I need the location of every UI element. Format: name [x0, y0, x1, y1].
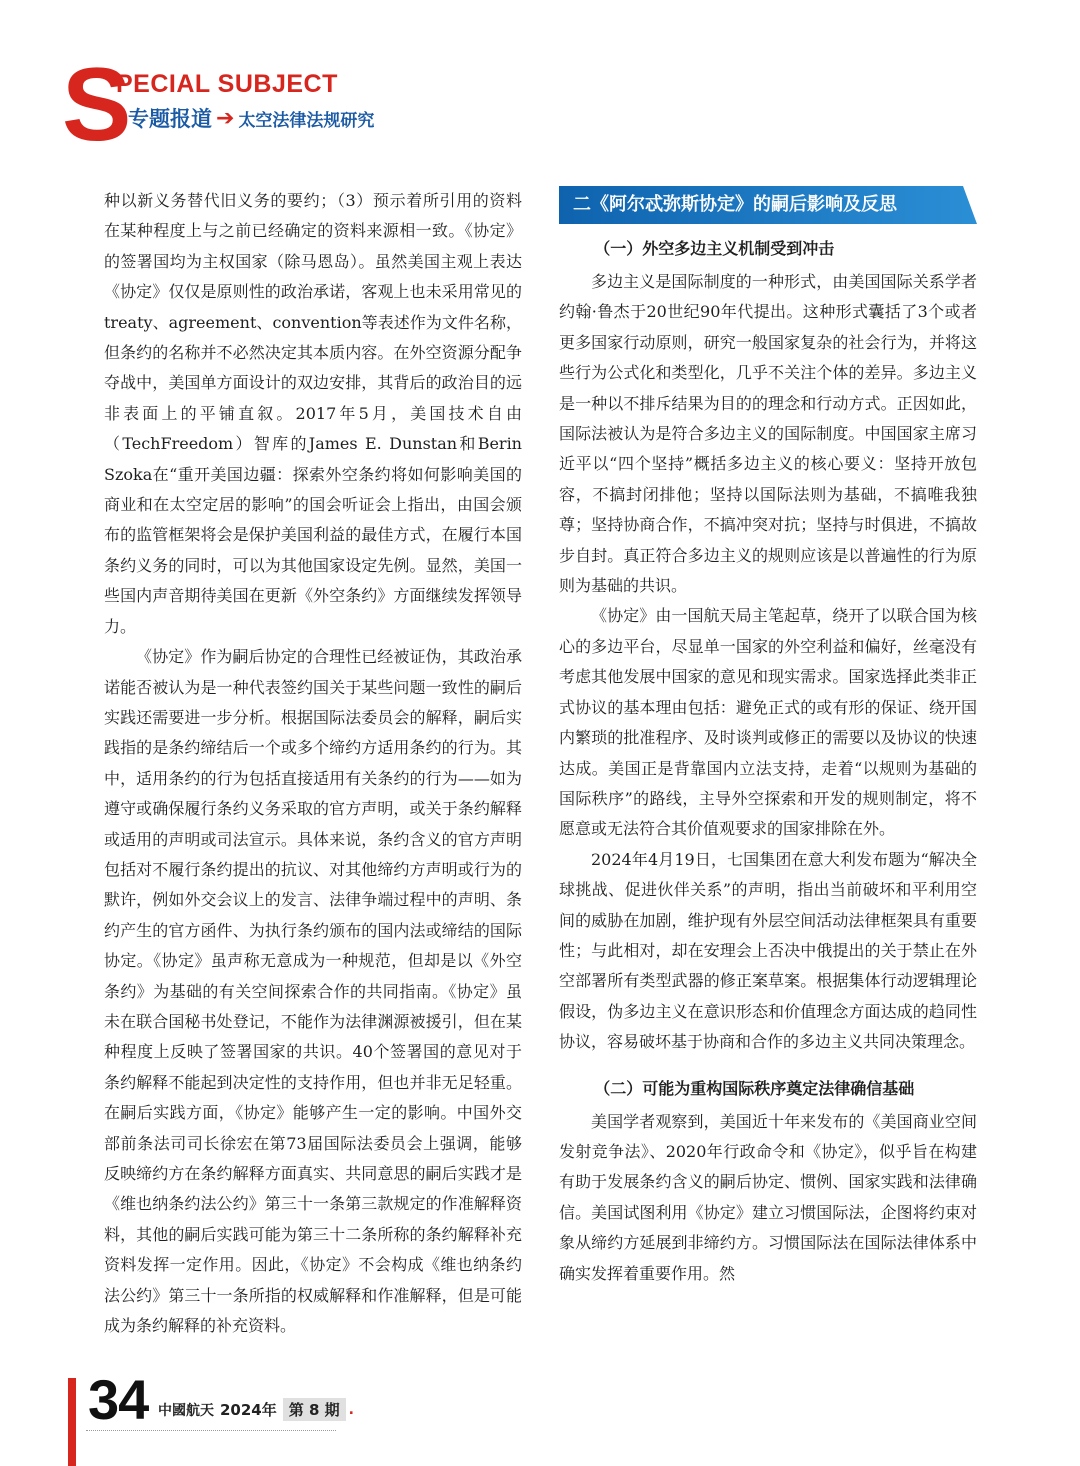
- paragraph: 《协定》由一国航天局主笔起草，绕开了以联合国为核心的多边平台，尽显单一国家的外空利益和偏好，丝毫没有考虑其他发展中国家的意见和现实需求。国家选择此类非正式协议的基本理由包括：避免正式的或有形的保证、绕开国内繁琐的批准程序、及时谈判或修正的需要以及协议的快速达成。美国正是背靠国内立法支持，走着“以规则为基础的国际秩序”的路线，主导外空探索和开发的规则制定，将不愿意或无法符合其价值观要求的国家排除在外。: [559, 606, 977, 839]
- footer-accent-bar: [68, 1378, 76, 1466]
- topic-label: 太空法律法规研究: [238, 110, 375, 131]
- section-breadcrumb: [128, 104, 374, 132]
- issue-year: 2024年: [220, 1401, 277, 1419]
- special-subject-title: PECIAL SUBJECT: [116, 70, 338, 98]
- subheading: （一）外空多边主义机制受到冲击: [594, 239, 835, 258]
- magazine-name: 中國航天: [158, 1402, 214, 1419]
- paragraph: 《协定》作为嗣后协定的合理性已经被证伪，其政治承诺能否被认为是一种代表签约国关于某些问题一致性的嗣后实践还需要进一步分析。根据国际法委员会的解释，嗣后实践指的是条约缔结后一个或多个缔约方适用条约的行为。其中，适用条约的行为包括直接适用有关条约的行为——如为遵守或确保履行条约义务采取的官方声明，或关于条约解释或适用的声明或司法宣示。具体来说，条约含义的官方声明包括对不履行条约提出的抗议、对其他缔约方声明或行为的默许，例如外交会议上的发言、法律争端过程中的声明、条约产生的官方函件、为执行条约颁布的国内法或缔结的国际协定。《协定》虽声称无意成为一种规范，但却是以《外空条约》为基础的有关空间探索合作的共同指南。《协定》虽未在联合国秘书处登记，不能作为法律渊源被援引，但在某种程度上反映了签署国家的共识。40个签署国的意见对于条约解释不能起到决定性的支持作用，但也并非无足轻重。在嗣后实践方面，《协定》能够产生一定的影响。中国外交部前条法司司长徐宏在第73届国际法委员会上强调，能够反映缔约方在条约解释方面真实、共同意思的嗣后实践才是《维也纳条约法公约》第三十一条第三款规定的作准解释资料，其他的嗣后实践可能为第三十二条所称的条约解释补充资料发挥一定作用。因此，《协定》不会构成《维也纳条约法公约》第三十一条所指的权威解释和作准解释，但是可能成为条约解释的补充资料。: [104, 647, 522, 1336]
- special-subject-logo-letter: S: [62, 47, 132, 163]
- issue-number: 第 8 期: [283, 1398, 346, 1421]
- page-number: 34: [88, 1368, 149, 1431]
- section-label: 专题报道: [128, 107, 212, 131]
- paragraph: 多边主义是国际制度的一种形式，由美国国际关系学者约翰·鲁杰于20世纪90年代提出。这种形式囊括了3个或者更多国家行动原则，研究一般国家复杂的社会行为，并将这些行为公式化和类型化，几乎不关注个体的差异。多边主义是一种以不排斥结果为目的的理念和行动方式。正因如此，国际法被认为是符合多边主义的国际制度。中国国家主席习近平以“四个坚持”概括多边主义的核心要义：坚持开放包容，不搞封闭排他；坚持以国际法则为基础，不搞唯我独尊；坚持协商合作，不搞冲突对抗；坚持与时俱进，不搞故步自封。真正符合多边主义的规则应该是以普遍性的行为原则为基础的共识。: [559, 272, 977, 596]
- left-column: [104, 186, 522, 1341]
- arrow-right-icon: ➔: [216, 105, 235, 131]
- section-heading-banner: 二《阿尔忒弥斯协定》的嗣后影响及反思: [559, 186, 977, 224]
- paragraph: 种以新义务替代旧义务的要约；（3）预示着所引用的资料在某种程度上与之前已经确定的资料来源相一致。《协定》的签署国均为主权国家（除马恩岛）。虽然美国主观上表达《协定》仅仅是原则性的政治承诺，客观上也未采用常见的treaty、agreement、convention等表述作为文件名称，但条约的名称并不必然决定其本质内容。在外空资源分配争夺战中，美国单方面设计的双边安排，其背后的政治目的远非表面上的平铺直叙。2017年5月，美国技术自由（TechFreedom）智库的James E. Dunstan和Berin Szoka在“重开美国边疆：探索外空条约将如何影响美国的商业和在太空定居的影响”的国会听证会上指出，由国会颁布的监管框架将会是保护美国利益的最佳方式，在履行本国条约义务的同时，可以为其他国家设定先例。显然，美国一些国内声音期待美国在更新《外空条约》方面继续发挥领导力。: [104, 191, 522, 636]
- footer-dot: .: [348, 1401, 354, 1418]
- paragraph: 美国学者观察到，美国近十年来发布的《美国商业空间发射竞争法》、2020年行政命令和《协定》，似乎旨在构建有助于发展条约含义的嗣后协定、惯例、国家实践和法律确信。美国试图利用《协定》建立习惯国际法，企图将约束对象从缔约方延展到非缔约方。习惯国际法在国际法律体系中确实发挥着重要作用。然: [559, 1111, 977, 1283]
- paragraph: 2024年4月19日，七国集团在意大利发布题为“解决全球挑战、促进伙伴关系”的声明，指出当前破坏和平利用空间的威胁在加剧，维护现有外层空间活动法律框架具有重要性；与此相对，却在安理会上否决中俄提出的关于禁止在外空部署所有类型武器的修正案草案。根据集体行动逻辑理论假设，伪多边主义在意识形态和价值理念方面达成的趋同性协议，容易破坏基于协商和合作的多边主义共同决策理念。: [559, 849, 977, 1052]
- right-column: [559, 186, 977, 1289]
- publication-info: [158, 1398, 354, 1421]
- footer-divider: [86, 1430, 336, 1431]
- subheading: （二）可能为重构国际秩序奠定法律确信基础: [594, 1078, 915, 1098]
